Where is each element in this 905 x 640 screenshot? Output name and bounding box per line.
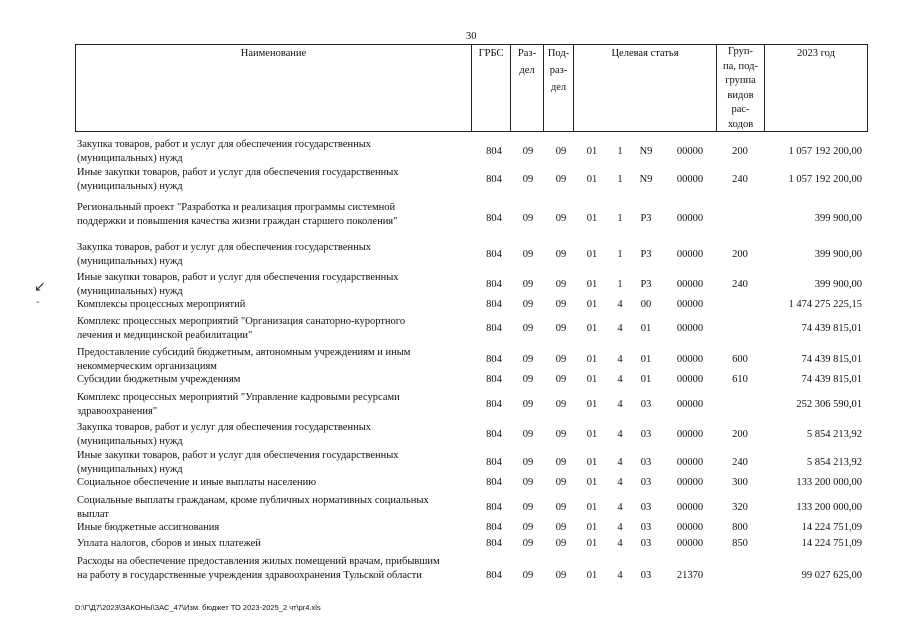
cell-vr: 240 [732,174,748,185]
cell-ts3: 03 [640,522,652,533]
header-grbs: ГРБС [478,48,504,59]
cell-razd: 09 [522,249,534,260]
row-name: Уплата налогов, сборов и иных платежей [77,538,261,549]
cell-grbs: 804 [486,279,502,290]
header-vr-line: ходов [727,118,754,130]
row-name: Иные бюджетные ассигнования [77,522,220,533]
header-year: 2023 год [797,48,835,59]
cell-amt: 133 200 000,00 [796,502,862,513]
cell-grbs: 804 [486,213,502,224]
header-vr-line: группа [725,75,756,86]
cell-ts1: 01 [586,399,598,410]
cell-ts3: N9 [639,146,653,157]
header-vr-line: рас- [731,104,750,115]
cell-podr: 09 [555,299,567,310]
header-vr-line: па, под- [723,60,758,72]
header-target: Целевая статья [611,48,679,59]
cell-ts4: 00000 [676,502,704,513]
cell-razd: 09 [522,323,534,334]
cell-vr: 240 [732,457,748,468]
header-razdel-line: Раз- [517,48,537,59]
cell-ts4: 00000 [676,174,704,185]
table-row [0,555,905,597]
cell-ts4: 00000 [676,538,704,549]
cell-ts4: 00000 [676,213,704,224]
table-row [0,315,905,343]
table-row [0,373,905,387]
cell-ts2: 1 [617,174,623,185]
row-name: Субсидии бюджетным учреждениям [77,374,241,385]
cell-podr: 09 [555,374,567,385]
cell-grbs: 804 [486,174,502,185]
table-row [0,476,905,490]
cell-razd: 09 [522,354,534,365]
cell-amt: 1 057 192 200,00 [788,174,862,185]
cell-ts2: 4 [617,538,623,549]
cell-ts3: 03 [640,538,652,549]
cell-ts3: P3 [640,249,652,260]
cell-grbs: 804 [486,477,502,488]
cell-vr: 200 [732,429,748,440]
cell-razd: 09 [522,477,534,488]
cell-ts2: 4 [617,429,623,440]
cell-ts2: 4 [617,299,623,310]
cell-vr: 320 [732,502,748,513]
row-name: Закупка товаров, работ и услуг для обеспечения государственных (муниципальных) нужд [77,422,372,447]
cell-grbs: 804 [486,299,502,310]
cell-podr: 09 [555,522,567,533]
cell-vr: 800 [732,522,748,533]
cell-ts2: 4 [617,399,623,410]
table-row [0,391,905,419]
cell-podr: 09 [555,213,567,224]
table-row [0,138,905,166]
cell-podr: 09 [555,429,567,440]
cell-razd: 09 [522,429,534,440]
row-name: Предоставление субсидий бюджетным, автономным учреждениям и иным некоммерческим организациям [77,347,411,372]
cell-ts1: 01 [586,354,598,365]
header-vr-line: видов [727,89,754,101]
cell-ts1: 01 [586,374,598,385]
cell-ts1: 01 [586,279,598,290]
cell-amt: 74 439 815,01 [801,374,862,385]
cell-ts1: 01 [586,174,598,185]
cell-razd: 09 [522,299,534,310]
cell-ts3: 01 [640,323,652,334]
cell-razd: 09 [522,522,534,533]
cell-ts3: P3 [640,279,652,290]
header-vr [717,45,764,132]
cell-ts1: 01 [586,323,598,334]
table-row [0,537,905,551]
table-row [0,421,905,449]
cell-ts3: 03 [640,399,652,410]
cell-vr: 300 [732,477,748,488]
cell-podr: 09 [555,249,567,260]
pen-mark: - [36,297,40,308]
row-name: Иные закупки товаров, работ и услуг для обеспечения государственных (муниципальных) нужд [77,272,399,297]
cell-amt: 14 224 751,09 [801,538,862,549]
cell-grbs: 804 [486,374,502,385]
cell-podr: 09 [555,174,567,185]
table-row [0,201,905,241]
cell-amt: 133 200 000,00 [796,477,862,488]
cell-ts1: 01 [586,146,598,157]
cell-grbs: 804 [486,354,502,365]
row-name: Региональный проект "Разработка и реализация программы системной поддержки и повышения качества жизни граждан старшего поколения" [77,202,398,227]
cell-ts2: 4 [617,374,623,385]
cell-ts2: 4 [617,477,623,488]
cell-grbs: 804 [486,457,502,468]
cell-grbs: 804 [486,146,502,157]
cell-ts3: N9 [639,174,653,185]
cell-ts3: 03 [640,570,652,581]
cell-ts2: 4 [617,522,623,533]
cell-ts4: 00000 [676,279,704,290]
header-podrazdel-line: Под- [547,48,570,59]
cell-ts1: 01 [586,477,598,488]
cell-grbs: 804 [486,570,502,581]
row-name: Закупка товаров, работ и услуг для обеспечения государственных (муниципальных) нужд [77,139,372,164]
cell-ts2: 4 [617,570,623,581]
table-row [0,494,905,522]
cell-grbs: 804 [486,323,502,334]
cell-ts1: 01 [586,299,598,310]
cell-podr: 09 [555,457,567,468]
cell-ts3: P3 [640,213,652,224]
page-number: 30 [466,31,477,42]
cell-grbs: 804 [486,429,502,440]
col-divider [867,44,868,132]
pen-mark: ↙ [34,279,46,295]
cell-ts4: 00000 [676,429,704,440]
cell-ts4: 00000 [676,354,704,365]
cell-amt: 399 900,00 [814,279,862,290]
cell-amt: 99 027 625,00 [801,570,862,581]
cell-amt: 5 854 213,92 [806,429,862,440]
cell-amt: 5 854 213,92 [806,457,862,468]
row-name: Комплекс процессных мероприятий "Организация санаторно-курортного лечения и медицинской реабилитации" [77,316,406,341]
table-row [0,241,905,269]
cell-ts4: 00000 [676,374,704,385]
cell-ts2: 4 [617,502,623,513]
table-row [0,449,905,477]
cell-ts4: 00000 [676,399,704,410]
cell-razd: 09 [522,538,534,549]
cell-podr: 09 [555,538,567,549]
cell-grbs: 804 [486,522,502,533]
file-path-footer: D:\Г\Д7\2023\ЗАКОНЫ\ЗАС_47\Изм. бюджет ТО 2023-2025_2 чт\pr4.xls [75,603,321,612]
cell-ts2: 4 [617,354,623,365]
row-name: Социальные выплаты гражданам, кроме публичных нормативных социальных выплат [77,495,429,520]
cell-amt: 74 439 815,01 [801,323,862,334]
table-row [0,346,905,374]
cell-amt: 1 474 275 225,15 [788,299,862,310]
header-vr-line: Груп- [728,46,753,57]
cell-ts3: 03 [640,429,652,440]
row-name: Расходы на обеспечение предоставления жилых помещений врачам, прибывшим на работу в государственные учреждения здравоохранения Тульской области [77,556,440,581]
cell-vr: 850 [732,538,748,549]
cell-podr: 09 [555,570,567,581]
cell-amt: 252 306 590,01 [796,399,862,410]
cell-grbs: 804 [486,399,502,410]
cell-razd: 09 [522,457,534,468]
cell-grbs: 804 [486,249,502,260]
cell-ts4: 00000 [676,146,704,157]
cell-podr: 09 [555,477,567,488]
cell-amt: 14 224 751,09 [801,522,862,533]
table-row [0,166,905,194]
cell-ts1: 01 [586,429,598,440]
row-name: Иные закупки товаров, работ и услуг для обеспечения государственных (муниципальных) нужд [77,450,399,475]
cell-ts3: 00 [640,299,652,310]
cell-podr: 09 [555,279,567,290]
cell-ts1: 01 [586,570,598,581]
cell-amt: 399 900,00 [814,249,862,260]
cell-ts3: 03 [640,477,652,488]
cell-razd: 09 [522,374,534,385]
header-podrazdel-line: дел [550,82,567,93]
header-podrazdel-line: раз- [549,65,568,76]
cell-ts2: 1 [617,279,623,290]
cell-ts4: 00000 [676,457,704,468]
cell-podr: 09 [555,354,567,365]
cell-ts4: 21370 [676,570,704,581]
cell-ts1: 01 [586,457,598,468]
cell-amt: 399 900,00 [814,213,862,224]
cell-vr: 600 [732,354,748,365]
cell-razd: 09 [522,570,534,581]
cell-ts2: 1 [617,249,623,260]
row-name: Закупка товаров, работ и услуг для обеспечения государственных (муниципальных) нужд [77,242,372,267]
header-razdel-line: дел [519,65,535,76]
header-razdel [511,45,543,79]
cell-ts1: 01 [586,502,598,513]
row-name: Комплекс процессных мероприятий "Управление кадровыми ресурсами здравоохранения" [77,392,400,417]
cell-podr: 09 [555,502,567,513]
cell-razd: 09 [522,399,534,410]
cell-vr: 240 [732,279,748,290]
cell-razd: 09 [522,213,534,224]
cell-grbs: 804 [486,538,502,549]
table-row [0,271,905,299]
row-name: Социальное обеспечение и иные выплаты населению [77,477,317,488]
cell-ts1: 01 [586,538,598,549]
cell-ts3: 03 [640,502,652,513]
cell-ts2: 1 [617,213,623,224]
cell-ts2: 4 [617,323,623,334]
cell-podr: 09 [555,146,567,157]
table-row [0,298,905,312]
row-name: Иные закупки товаров, работ и услуг для обеспечения государственных (муниципальных) нужд [77,167,399,192]
cell-ts3: 01 [640,374,652,385]
cell-podr: 09 [555,323,567,334]
cell-ts1: 01 [586,249,598,260]
cell-ts3: 01 [640,354,652,365]
cell-vr: 200 [732,146,748,157]
header-podrazdel [544,45,573,96]
header-name: Наименование [240,48,307,59]
table-row [0,521,905,535]
cell-amt: 1 057 192 200,00 [788,146,862,157]
cell-razd: 09 [522,502,534,513]
cell-ts1: 01 [586,522,598,533]
cell-razd: 09 [522,174,534,185]
cell-ts1: 01 [586,213,598,224]
cell-ts4: 00000 [676,299,704,310]
cell-amt: 74 439 815,01 [801,354,862,365]
cell-razd: 09 [522,279,534,290]
row-name: Комплексы процессных мероприятий [77,299,246,310]
cell-ts4: 00000 [676,477,704,488]
cell-ts3: 03 [640,457,652,468]
cell-grbs: 804 [486,502,502,513]
cell-vr: 200 [732,249,748,260]
cell-ts4: 00000 [676,249,704,260]
cell-ts2: 1 [617,146,623,157]
cell-ts4: 00000 [676,522,704,533]
cell-razd: 09 [522,146,534,157]
cell-vr: 610 [732,374,748,385]
cell-podr: 09 [555,399,567,410]
cell-ts4: 00000 [676,323,704,334]
cell-ts2: 4 [617,457,623,468]
